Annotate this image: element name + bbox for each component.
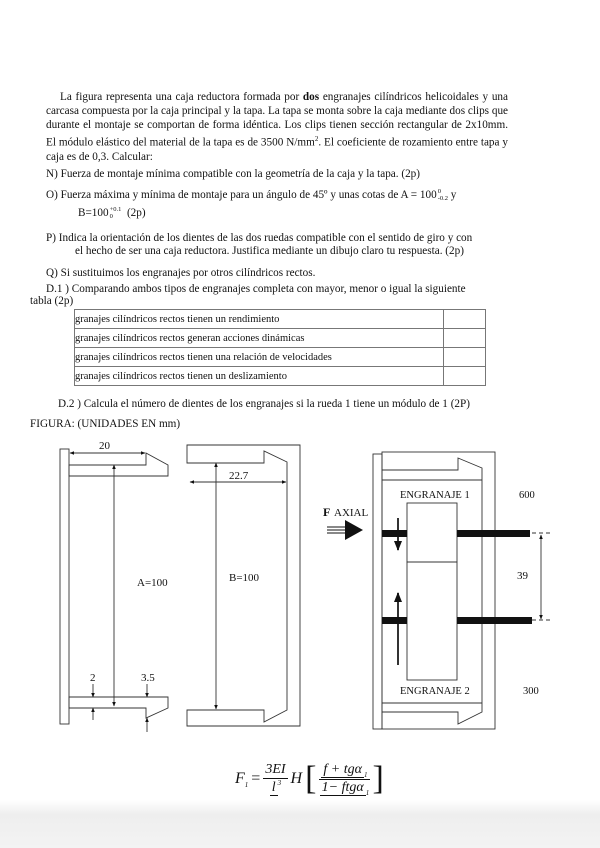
intro-sup: 2 <box>314 135 319 143</box>
intro-text-2: engranajes cilíndricos helicoidales y una carcasa compuesta por la caja principal y la tapa. La tapa se monta sobre la caja mediante dos clips que durante el montaje se comportan de forma idéntica. Los clips tienen sección rectangular de 2x10mm. El módulo elástico del material de la tapa es de 3500 N/mm <box>46 91 508 149</box>
h-symbol: H <box>290 770 303 788</box>
question-d1-line1: D.1 ) Comparando ambos tipos de engranajes completa con mayor, menor o igual la siguiente <box>46 283 466 295</box>
question-d1-line2: tabla (2p) <box>30 295 74 307</box>
label-39: 39 <box>517 570 528 582</box>
bracket-left: [ <box>305 760 317 798</box>
tol-lower: 0 <box>109 213 113 221</box>
question-q: Q) Si sustituimos los engranajes por otros cilíndricos rectos. <box>46 267 316 279</box>
tol-upper: 0 <box>437 188 441 196</box>
bracket-right: ] <box>372 760 384 798</box>
inner-denominator: 1− ftgα <box>321 779 364 795</box>
lid-shape <box>187 445 300 726</box>
question-p-line2: el hecho de ser una caja reductora. Justifica mediante un dibujo claro tu respuesta. (2p) <box>75 245 464 257</box>
question-o-y: y <box>447 189 457 201</box>
formula-lhs <box>235 770 248 789</box>
shaft-2-right <box>457 617 532 624</box>
f-sub: 1 <box>244 780 249 789</box>
row-text: granajes cilíndricos rectos tienen una relación de velocidades <box>75 348 444 367</box>
box-plate <box>373 454 382 729</box>
label-gear-1: ENGRANAJE 1 <box>400 490 470 501</box>
inner-num-sub: 1 <box>364 770 368 779</box>
fraction-2 <box>319 762 369 797</box>
label-gear-2-value: 300 <box>523 686 539 697</box>
row-text: granajes cilíndricos rectos generan acciones dinámicas <box>75 329 444 348</box>
inner-den-sub: 1 <box>365 788 370 797</box>
question-o-text: O) Fuerza máxima y mínima de montaje para un ángulo de 45º y unas cotas de A = 100 <box>46 189 437 201</box>
label-f: F <box>323 505 331 519</box>
equals: = <box>251 770 261 788</box>
bottom-shade <box>0 800 600 848</box>
gear-1 <box>407 503 457 562</box>
points: (2p) <box>126 207 146 219</box>
clip-plate <box>60 449 69 724</box>
shaft-1-left <box>382 530 407 537</box>
label-gear-2: ENGRANAJE 2 <box>400 686 470 697</box>
label-gear-1-value: 600 <box>519 490 535 501</box>
label-b: B=100 <box>229 572 260 584</box>
inner-numerator: f + tgα <box>323 762 362 777</box>
fraction-1 <box>263 762 287 796</box>
label-35: 3.5 <box>141 672 155 684</box>
denominator: l <box>271 780 276 796</box>
label-20: 20 <box>99 440 110 452</box>
shaft-2-left <box>382 617 407 624</box>
clip-bottom-hook <box>69 697 168 718</box>
intro-bold: dos <box>302 91 320 103</box>
figure-caption: FIGURA: (UNIDADES EN mm) <box>30 418 181 430</box>
label-a: A=100 <box>137 577 168 589</box>
tol-upper: +0.1 <box>109 206 122 214</box>
label-2: 2 <box>90 672 96 684</box>
numerator: 3EI <box>265 762 286 778</box>
formula <box>235 762 384 797</box>
b-value: B=100 <box>78 207 109 219</box>
row-text: granajes cilíndricos rectos tienen un deslizamiento <box>75 367 444 386</box>
question-n: N) Fuerza de montaje mínima compatible con la geometría de la caja y la tapa. (2p) <box>46 168 421 180</box>
label-227: 22.7 <box>229 470 249 482</box>
tol-lower: -0.2 <box>437 195 448 203</box>
intro-text-3: . El coeficiente de rozamiento entre tapa y caja es de 0,3. Calcular: <box>46 136 508 163</box>
question-p-line1: P) Indica la orientación de los dientes de las dos ruedas compatible con el sentido de giro y con <box>46 232 473 244</box>
shaft-1-right <box>457 530 530 537</box>
label-axial: AXIAL <box>334 507 369 519</box>
intro-text: La figura representa una caja reductora formada por <box>60 91 303 103</box>
row-text: granajes cilíndricos rectos tienen un rendimiento <box>75 310 444 329</box>
f-symbol: F <box>235 769 245 787</box>
gear-2 <box>407 562 457 680</box>
axial-force-arrow <box>345 520 363 540</box>
den-sup: 3 <box>277 779 282 788</box>
question-d2: D.2 ) Calcula el número de dientes de los engranajes si la rueda 1 tiene un módulo de 1 (2P) <box>58 398 470 410</box>
clip-top-hook <box>69 453 168 476</box>
